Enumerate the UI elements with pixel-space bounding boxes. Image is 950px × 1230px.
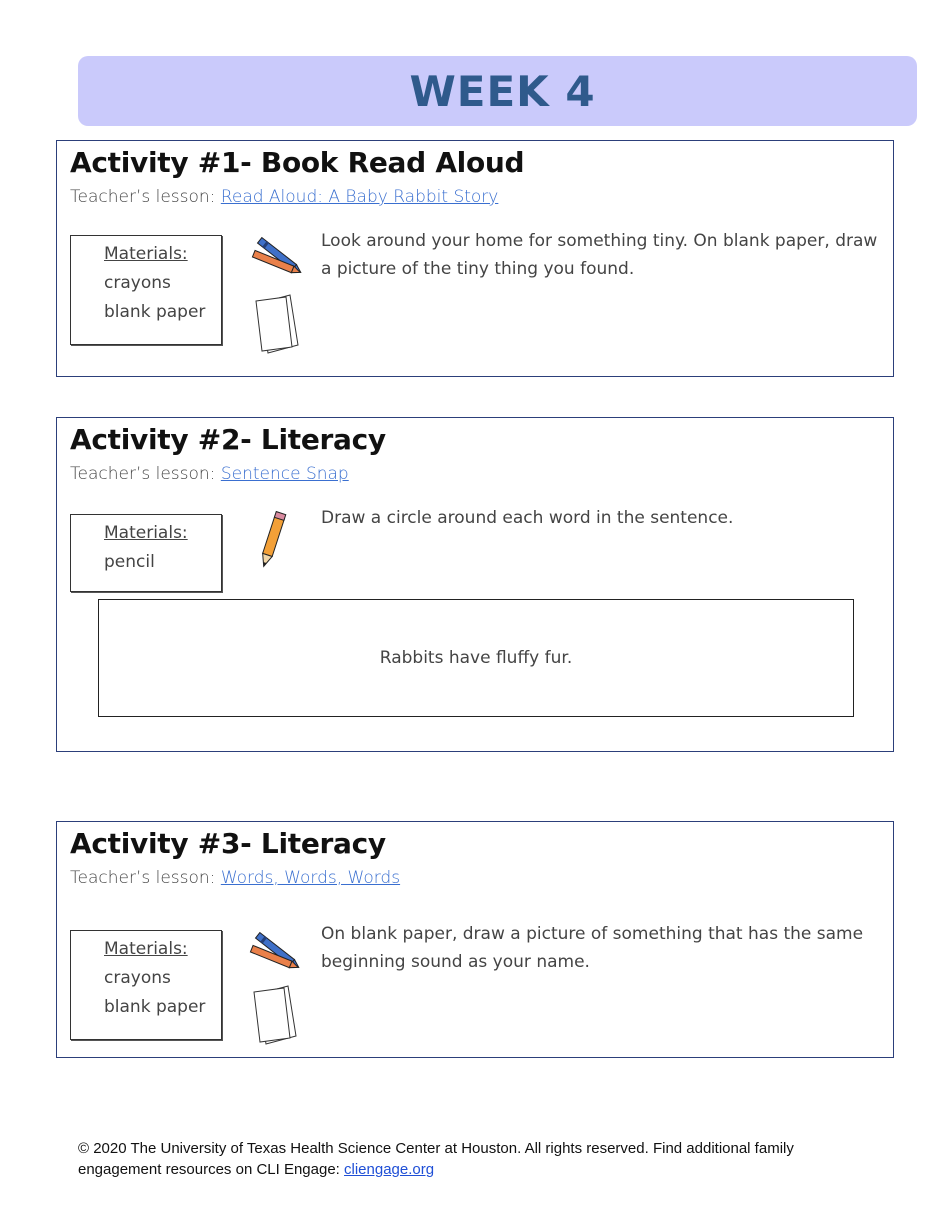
crayons-icon [247, 233, 305, 291]
material-item: blank paper [104, 997, 206, 1017]
activity-card-1 [56, 140, 894, 377]
material-item: pencil [104, 552, 155, 572]
week-banner [78, 56, 917, 126]
materials-box [70, 235, 222, 345]
materials-heading: Materials: [104, 523, 188, 543]
activity-title: Activity #1- Book Read Aloud [70, 146, 525, 179]
sentence-text: Rabbits have fluffy fur. [379, 648, 573, 668]
lesson-prefix: Teacher’s lesson: [70, 868, 221, 888]
materials-heading: Materials: [104, 244, 188, 264]
lesson-link[interactable]: Words, Words, Words [220, 868, 401, 888]
lesson-prefix: Teacher’s lesson: [70, 464, 221, 484]
blank-paper-icon [248, 982, 300, 1052]
activity-title: Activity #3- Literacy [70, 827, 386, 860]
activity-description: Look around your home for something tiny. On blank paper, draw a picture of the tiny thing you found. [321, 231, 878, 279]
week-title: WEEK 4 [409, 66, 596, 116]
lesson-link[interactable]: Sentence Snap [220, 464, 349, 484]
footer-text: © 2020 The University of Texas Health Science Center at Houston. All rights reserved. Find additional family engagement resources on CLI Engage: [78, 1140, 794, 1178]
materials-heading: Materials: [104, 939, 188, 959]
material-item: crayons [104, 968, 171, 988]
crayons-icon [245, 928, 303, 986]
lesson-link[interactable]: Read Aloud: A Baby Rabbit Story [220, 187, 499, 207]
material-item: crayons [104, 273, 171, 293]
footer [78, 1138, 868, 1180]
activity-title: Activity #2- Literacy [70, 423, 386, 456]
materials-box [70, 930, 222, 1040]
pencil-icon [253, 510, 293, 576]
activity-card-3 [56, 821, 894, 1058]
activity-description: Draw a circle around each word in the sentence. [321, 508, 734, 528]
activity-card-2 [56, 417, 894, 752]
lesson-prefix: Teacher’s lesson: [70, 187, 221, 207]
sentence-box [98, 599, 854, 717]
blank-paper-icon [250, 291, 302, 361]
material-item: blank paper [104, 302, 206, 322]
teacher-lesson [70, 464, 349, 484]
materials-box [70, 514, 222, 592]
activity-description: On blank paper, draw a picture of something that has the same beginning sound as your name. [321, 924, 864, 972]
teacher-lesson [70, 187, 498, 207]
teacher-lesson [70, 868, 400, 888]
footer-link[interactable]: cliengage.org [344, 1161, 435, 1178]
